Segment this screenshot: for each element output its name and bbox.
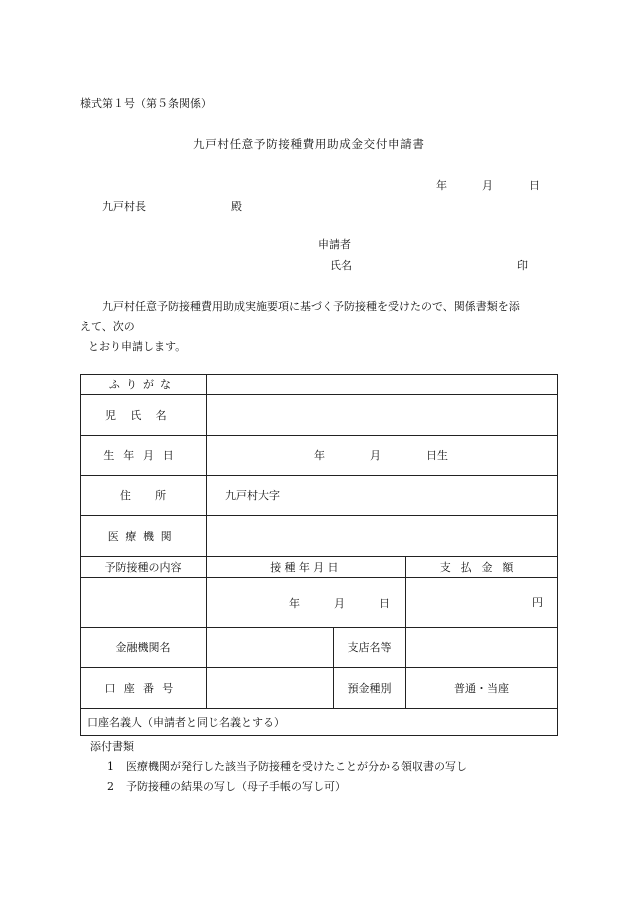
- dob-label: [80, 436, 206, 475]
- document-title: 九戸村任意予防接種費用助成金交付申請書: [193, 137, 425, 151]
- payment-label: [406, 557, 557, 577]
- dob-year: 年: [314, 449, 325, 462]
- vaccine-content-label: [80, 557, 206, 577]
- address-label-text: 住所: [119, 489, 191, 502]
- attachment-item-text: 医療機関が発行した該当予防接種を受けたことが分かる領収書の写し: [126, 760, 467, 773]
- furigana-label-text: ふりがな: [108, 377, 178, 391]
- application-form-table: [80, 374, 558, 736]
- addressee-honorific: 殿: [231, 200, 242, 213]
- furigana-field[interactable]: [207, 375, 557, 394]
- address-label: [80, 476, 206, 515]
- child-name-label: [80, 395, 206, 435]
- child-name-label-text: 児氏名: [105, 408, 181, 422]
- table-rule: [80, 735, 558, 736]
- applicant-name-label: 氏名: [330, 259, 352, 272]
- branch-label-text: 支店名等: [347, 641, 392, 654]
- vaccine-date-label: [207, 557, 405, 577]
- dob-label-text: 生年月日: [103, 449, 183, 462]
- vaccine-content-label-text: 予防接種の内容: [104, 560, 182, 574]
- date-month: 月: [482, 179, 493, 192]
- payment-unit: 円: [532, 596, 543, 609]
- deposit-type-label-text: 預金種別: [347, 681, 392, 695]
- furigana-label: [80, 374, 206, 394]
- vaccine-date-field[interactable]: [207, 578, 405, 627]
- vaccine-content-field[interactable]: [81, 578, 206, 627]
- attachment-item-number: 2: [107, 780, 114, 793]
- deposit-type-value: 普通・当座: [454, 681, 509, 695]
- table-rule: [557, 374, 558, 736]
- applicant-seal: 印: [517, 259, 528, 272]
- address-value: 九戸村大字: [225, 489, 280, 502]
- bank-name-label: [80, 628, 206, 667]
- account-number-label: [80, 668, 206, 708]
- medical-institution-field[interactable]: [207, 516, 557, 556]
- branch-label: [334, 628, 405, 667]
- payment-amount-field[interactable]: [406, 578, 557, 627]
- addressee-name: 九戸村長: [102, 200, 146, 213]
- account-number-label-text: 口座番号: [104, 681, 182, 695]
- account-holder-row[interactable]: [81, 709, 555, 735]
- dob-field[interactable]: [207, 436, 557, 475]
- address-field[interactable]: [207, 476, 565, 515]
- branch-field[interactable]: [406, 628, 557, 667]
- bank-name-field[interactable]: [207, 628, 333, 667]
- date-day: 日: [529, 179, 540, 192]
- body-text-line1: 九戸村任意予防接種費用助成実施要項に基づく予防接種を受けたので、関係書類を添: [102, 300, 520, 313]
- deposit-type-field[interactable]: [406, 668, 557, 708]
- vaccine-date-day: 日: [379, 597, 390, 610]
- deposit-type-label: [334, 668, 405, 708]
- child-name-field[interactable]: [207, 395, 557, 435]
- form-number: 様式第１号（第５条関係）: [80, 97, 212, 110]
- attachment-item-number: 1: [107, 760, 114, 773]
- dob-day: 日生: [426, 449, 448, 462]
- body-text-line3: とおり申請します。: [88, 340, 187, 353]
- date-year: 年: [436, 179, 447, 192]
- applicant-label: 申請者: [318, 238, 351, 251]
- body-text-line2: えて、次の: [80, 320, 135, 333]
- attachments-heading: 添付書類: [90, 740, 134, 753]
- medical-institution-label: [80, 516, 206, 556]
- vaccine-date-label-text: 接種年月日: [270, 560, 342, 574]
- attachment-item-text: 予防接種の結果の写し（母子手帳の写し可）: [126, 780, 346, 793]
- account-holder-label: 口座名義人（申請者と同じ名義とする）: [87, 715, 285, 729]
- account-number-field[interactable]: [207, 668, 333, 708]
- payment-label-text: 支払金額: [439, 560, 524, 574]
- vaccine-date-year: 年: [289, 597, 300, 610]
- vaccine-date-month: 月: [334, 597, 345, 610]
- medical-institution-label-text: 医療機関: [107, 529, 179, 543]
- bank-name-label-text: 金融機関名: [115, 641, 171, 654]
- dob-month: 月: [370, 449, 381, 462]
